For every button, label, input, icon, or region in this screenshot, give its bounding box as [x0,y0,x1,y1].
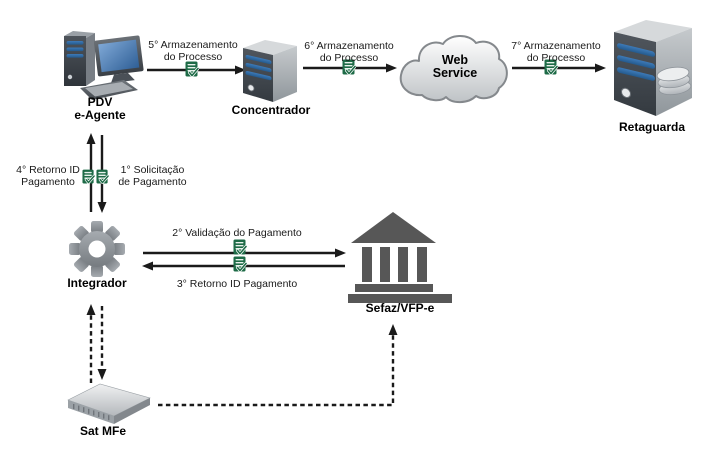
database-server-icon [606,16,702,120]
flow-label-step7: 7° Armazenamento do Processo [511,40,601,64]
sat-device-icon [64,380,156,426]
flow-label-step5: 5° Armazenamento do Processo [148,39,238,63]
flow-label-step3: 3° Retorno ID Pagamento [176,278,298,290]
bank-icon [346,210,454,304]
flow-label-step1: 1° Solicitação de Pagamento [118,164,187,188]
pdv-label: PDV e-Agente [74,95,126,122]
dashed-arrow-satmfe-to-sefaz [158,324,398,405]
document-check-icon [234,240,247,255]
computer-tower [64,31,95,86]
flow-label-step6: 6° Armazenamento do Processo [304,40,394,64]
sat-mfe-label: Sat MFe [79,424,126,438]
web-service-label: Web Service [432,53,478,80]
dashed-arrow-satmfe-to-integrador [87,304,96,383]
document-check-icon [234,257,247,272]
document-check-icon [186,62,199,77]
flow-label-step4: 4° Retorno ID Pagamento [16,164,80,188]
retaguarda-label: Retaguarda [618,120,686,134]
sefaz-label: Sefaz/VFP-e [365,301,435,315]
integrador-label: Integrador [67,276,127,290]
concentrador-label: Concentrador [231,103,311,117]
dashed-arrow-integrador-to-satmfe [98,306,107,380]
flow-label-step2: 2° Validação do Pagamento [172,227,302,239]
flow-arrow-step7 [512,64,606,73]
gear-icon [65,221,129,277]
document-check-icon [96,170,108,184]
